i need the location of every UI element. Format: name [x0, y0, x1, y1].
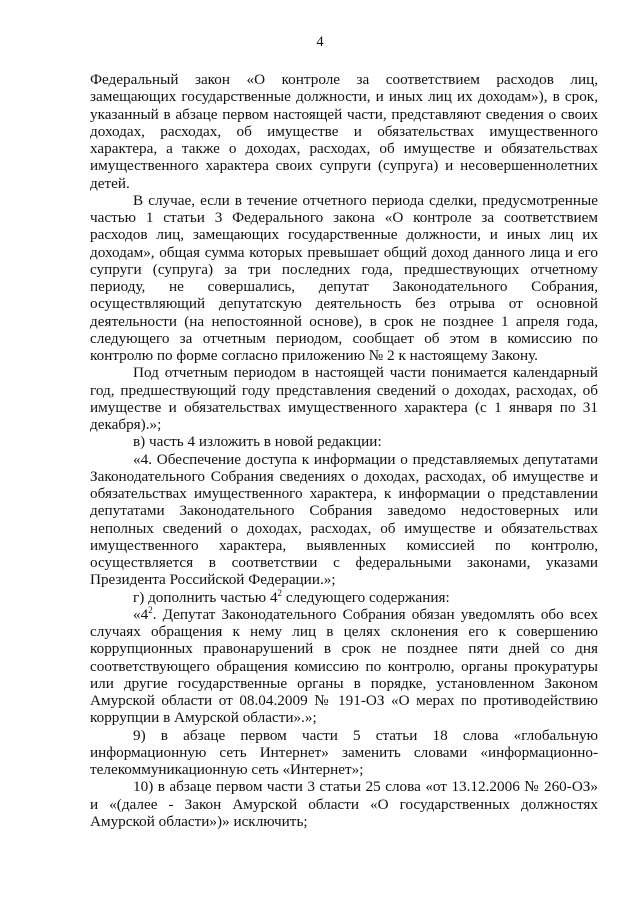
paragraph-federal-law-continuation: Федеральный закон «О контроле за соответствием расходов лиц, замещающих государственные должности, и иных лиц их доходам»), в срок, указанный в абзаце первом настоящей части, представляют сведения о своих доходах, расходах, об имуществе и обязательствах имущественного характера, а также о доходах, расходах, об имуществе и обязательствах имущественного характера своих супруги (супруга) и несовершеннолетних детей.	[90, 71, 598, 192]
paragraph-transactions-case: В случае, если в течение отчетного периода сделки, предусмотренные частью 1 статьи 3 Федерального закона «О контроле за соответствием расходов лиц, замещающих государственные должности, и иных лиц их доходам», общая сумма которых превышает общий доход данного лица и его супруги (супруга) за три последних года, предшествующих отчетному периоду, не совершались, депутат Законодательного Собрания, осуществляющий депутатскую деятельность без отрыва от основной деятельности (на непостоянной основе), в срок не позднее 1 апреля года, следующего за отчетным периодом, сообщает об этом в комиссию по контролю по форме согласно приложению № 2 к настоящему Закону.	[90, 191, 598, 364]
part-4-2-body: . Депутат Законодательного Собрания обязан уведомлять обо всех случаях обращения к нему лиц в целях склонения его к совершению коррупционных правонарушений в срок не позднее пяти дней со дня соответствующего обращения комиссию по контролю, органы прокуратуры или другие государственные органы в порядке, установленном Законом Амурской области от 08.04.2009 № 191-ОЗ «О мерах по противодействию коррупции в Амурской области».»;	[90, 605, 598, 727]
paragraph-item-10: 10) в абзаце первом части 3 статьи 25 слова «от 13.12.2006 № 260-ОЗ» и «(далее - Закон Амурской области «О государственных должностях Амурской области»)» исключить;	[90, 778, 598, 830]
paragraph-item-9: 9) в абзаце первом части 5 статьи 18 слова «глобальную информационную сеть Интернет» заменить словами «информационно-телекоммуникационную сеть «Интернет»;	[90, 726, 598, 778]
item-g-text: г) дополнить частью 4	[133, 588, 278, 606]
paragraph-part-4-text: «4. Обеспечение доступа к информации о представляемых депутатами Законодательного Собрания сведениях о доходах, расходах, об имуществе и обязательствах имущественного характера, к информации о представлении депутатами Законодательного Собрания заведомо недостоверных или неполных сведений о доходах, расходах, об имуществе и обязательствах имущественного характера, выявленных комиссией по контролю, осуществляется в соответствии с федеральными законами, указами Президента Российской Федерации.»;	[90, 450, 598, 589]
paragraph-reporting-period: Под отчетным периодом в настоящей части понимается календарный год, предшествующий году представления сведений о доходах, расходах, об имуществе и обязательствах имущественного характера (с 1 января по 31 декабря).»;	[90, 364, 598, 433]
paragraph-item-v: в) часть 4 изложить в новой редакции:	[133, 433, 382, 451]
part-4-2-superscript: 2	[148, 604, 153, 615]
paragraph-part-4-2-text	[90, 606, 598, 727]
item-g-text-end: следующего содержания:	[282, 588, 450, 606]
part-4-2-start: «4	[133, 605, 149, 623]
paragraph-item-g	[90, 589, 598, 606]
page-number: 4	[316, 34, 324, 50]
item-g-superscript: 2	[277, 587, 283, 598]
document-body	[90, 71, 598, 830]
